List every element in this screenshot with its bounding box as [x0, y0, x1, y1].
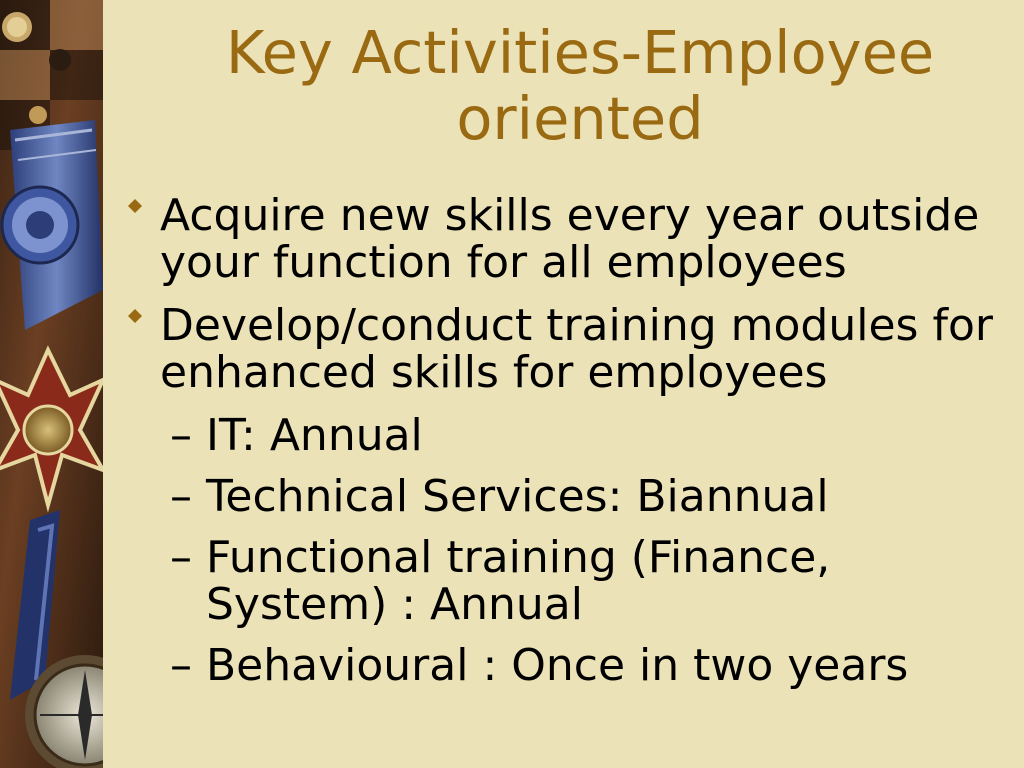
dash-icon: – — [170, 410, 192, 461]
bullet-text: Acquire new skills every year outside your function for all employees — [160, 190, 980, 288]
bullet-item — [122, 192, 1017, 286]
sub-bullet-item — [122, 534, 1017, 628]
slide-title — [150, 20, 1010, 152]
decorative-side-art — [0, 0, 103, 768]
sub-bullet-item — [122, 642, 1017, 689]
medal-compass-art — [0, 0, 103, 768]
bullet-item — [122, 302, 1017, 396]
slide-title-line-2: oriented — [456, 84, 704, 153]
bullet-text: Develop/conduct training modules for enhanced skills for employees — [160, 300, 993, 398]
sub-bullet-text: Technical Services: Biannual — [206, 471, 829, 522]
dash-icon: – — [170, 532, 192, 583]
sub-bullet-text: Behavioural : Once in two years — [206, 640, 909, 691]
sub-bullet-text: Functional training (Finance, System) : Annual — [206, 532, 831, 630]
slide-content — [122, 192, 1017, 703]
sub-bullet-text: IT: Annual — [206, 410, 423, 461]
diamond-bullet-icon — [128, 199, 142, 213]
sub-bullet-item — [122, 412, 1017, 459]
slide-title-line-1: Key Activities-Employee — [225, 18, 935, 87]
sub-bullet-item — [122, 473, 1017, 520]
dash-icon: – — [170, 640, 192, 691]
dash-icon: – — [170, 471, 192, 522]
diamond-bullet-icon — [128, 309, 142, 323]
